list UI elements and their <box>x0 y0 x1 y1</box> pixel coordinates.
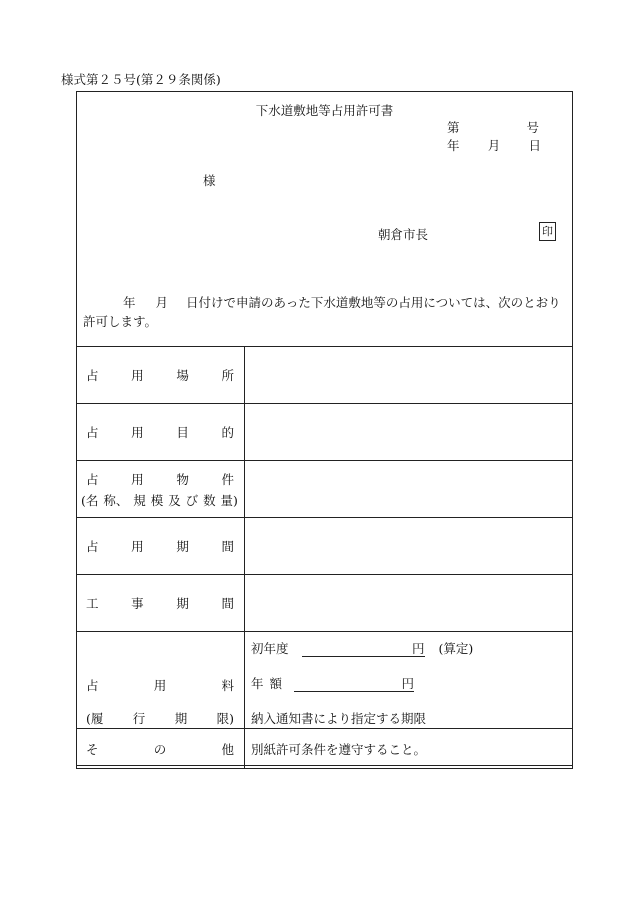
occupancy-purpose-label: 占 用 目 的 <box>86 425 234 440</box>
annual-fee-input[interactable]: 円 <box>294 677 414 692</box>
permit-details-table <box>76 346 573 769</box>
form-number: 様式第２５号(第２９条関係) <box>61 72 221 87</box>
issuer-name: 朝倉市長 <box>378 227 429 242</box>
occupancy-purpose-value[interactable] <box>245 404 573 461</box>
other-value: 別紙許可条件を遵守すること。 <box>251 741 427 757</box>
annual-fee-line: 年 額 円 <box>251 676 415 691</box>
occupancy-object-label: 占 用 物 件 <box>86 471 234 487</box>
addressee: 様 <box>203 173 216 188</box>
document-title: 下水道敷地等占用許可書 <box>255 103 394 118</box>
document-number-line: 第 号 <box>447 120 539 135</box>
first-year-fee-input[interactable]: 円 <box>302 642 425 657</box>
table-row-location <box>77 347 573 404</box>
construction-period-value[interactable] <box>245 575 573 632</box>
payment-deadline-label: (履 行 期 限) <box>86 711 234 726</box>
occupancy-period-value[interactable] <box>245 518 573 575</box>
construction-period-label: 工 事 期 間 <box>86 596 234 611</box>
occupancy-period-label: 占 用 期 間 <box>86 539 234 554</box>
occupancy-location-value[interactable] <box>245 347 573 404</box>
table-row-object <box>77 461 573 518</box>
table-row-period <box>77 518 573 575</box>
payment-deadline-value: 納入通知書により指定する期限 <box>251 711 427 726</box>
occupancy-location-label: 占 用 場 所 <box>86 368 234 383</box>
table-row-fee <box>77 632 573 729</box>
table-row-construction <box>77 575 573 632</box>
seal-mark: 印 <box>539 222 556 241</box>
occupancy-object-sublabel: (名 称、 規 模 及 び 数 量) <box>81 492 238 508</box>
other-label: そ の 他 <box>86 741 234 757</box>
table-row-purpose <box>77 404 573 461</box>
issue-date-line: 年 月 日 <box>447 138 541 153</box>
first-year-fee-line: 初年度 円 (算定) <box>251 641 474 656</box>
permit-statement: 年 月 日付けで申請のあった下水道敷地等の占用については、次のとおり許可します。 <box>83 295 561 329</box>
permit-document <box>76 91 573 766</box>
occupancy-object-value[interactable] <box>245 461 573 518</box>
occupancy-fee-label: 占 用 料 <box>86 678 234 693</box>
table-row-other <box>77 729 573 769</box>
